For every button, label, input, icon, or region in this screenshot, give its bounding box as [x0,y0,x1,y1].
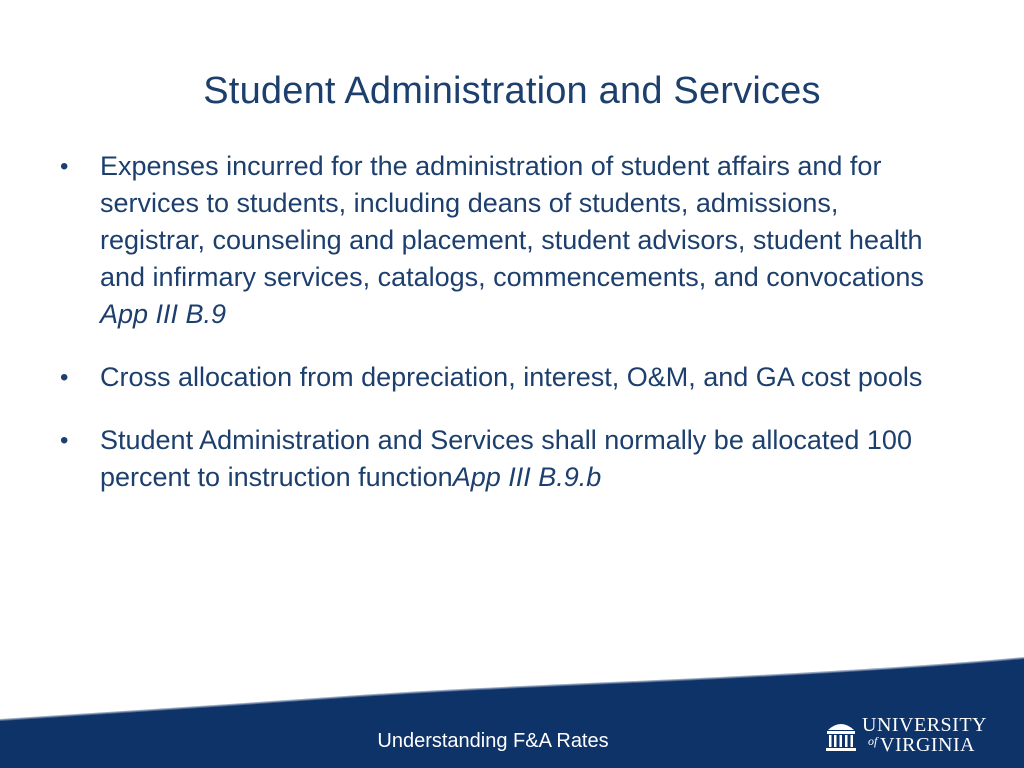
bullet-item [58,148,938,333]
bullet-reference: App III B.9.b [452,462,602,492]
bullet-text: Expenses incurred for the administration of student affairs and for services to students, including deans of students, admissions, registrar, counseling and placement, student advisors, student health and infirmary services, catalogs, commencements, and convocations [100,151,924,292]
bullet-text: Cross allocation from depreciation, interest, O&M, and GA cost pools [100,362,923,392]
bullet-item [58,422,938,496]
logo-virginia-text: VIRGINIA [880,734,976,756]
bullet-text: Student Administration and Services shall normally be allocated 100 percent to instruction function [100,425,912,492]
bullet-reference: App III B.9 [100,299,227,329]
logo-of-text: of [868,734,878,748]
bullet-dot: • [60,427,69,454]
footer-text: Understanding F&A Rates [377,730,609,752]
logo-university-text: UNIVERSITY [862,714,987,736]
slide-title: Student Administration and Services [203,70,821,112]
rotunda-icon [824,716,858,754]
bullet-item [58,359,938,396]
bullet-dot: • [60,153,69,180]
university-logo [822,714,1002,756]
bullet-list [58,148,938,522]
bullet-dot: • [60,364,69,391]
